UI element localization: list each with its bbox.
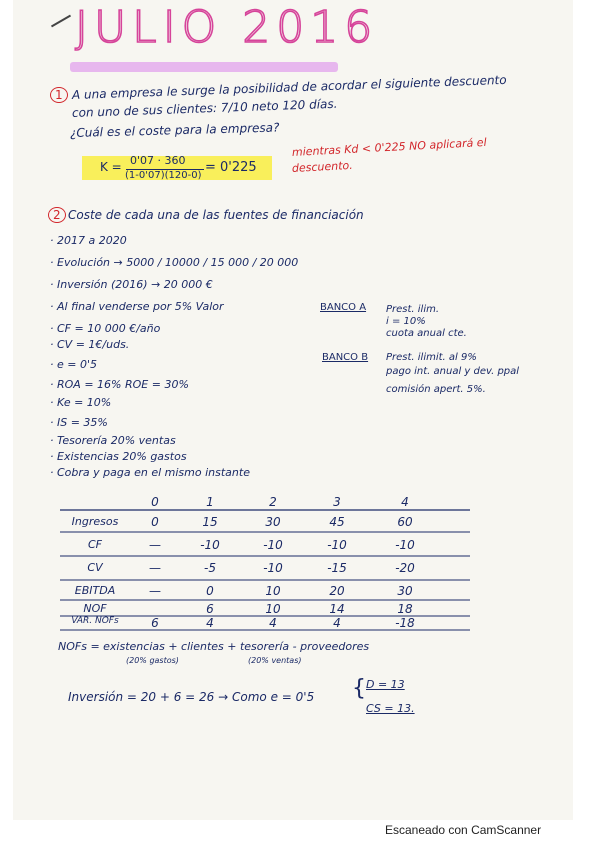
table-cell: -10: [395, 538, 415, 552]
table-cell: 0: [151, 515, 159, 529]
bank-a-line-1: Prest. ilim.: [386, 304, 440, 315]
formula-denominator: (1-0'07)(120-0): [125, 170, 202, 181]
table-cell: 14: [329, 602, 345, 616]
q2-bullet-8: · ROA = 16% ROE = 30%: [50, 378, 189, 391]
q2-heading: Coste de cada una de las fuentes de financiación: [68, 208, 364, 222]
table-cell: -15: [327, 561, 347, 575]
row-label-ingresos: Ingresos: [71, 515, 119, 528]
table-cell: 60: [397, 515, 413, 529]
bank-b-label: BANCO B: [322, 352, 369, 363]
table-cell: —: [149, 538, 161, 552]
q2-bullet-12: · Existencias 20% gastos: [50, 450, 187, 463]
table-cell: 30: [265, 515, 281, 529]
table-cell: 10: [265, 584, 281, 598]
q2-bullet-13: · Cobra y paga en el mismo instante: [50, 466, 250, 479]
table-cell: -20: [395, 561, 415, 575]
q2-bullet-1: · 2017 a 2020: [50, 234, 127, 247]
inversion-d: D = 13: [366, 678, 405, 691]
table-cell: 4: [333, 616, 341, 630]
q1-line-1: A una empresa le surge la posibilidad de acordar el siguiente descuento: [71, 72, 507, 102]
bullet-text: IS = 35%: [57, 416, 108, 429]
table-cell: 10: [265, 602, 281, 616]
bullet-text: Ke = 10%: [57, 396, 112, 409]
bullet-text: Al final venderse por 5% Valor: [57, 300, 224, 313]
row-label-cf: CF: [87, 538, 102, 551]
q2-bullet-7: · e = 0'5: [50, 358, 97, 371]
table-cell: -10: [327, 538, 347, 552]
q2-bullet-6: · CV = 1€/uds.: [50, 338, 130, 351]
q2-bullet-2: · Evolución → 5000 / 10000 / 15 000 / 20 000: [50, 256, 299, 269]
formula-k-label: K =: [100, 160, 122, 174]
col-header-0: 0: [151, 495, 159, 509]
bullet-text: Evolución → 5000 / 10000 / 15 000 / 20 000: [57, 256, 299, 269]
page-title: JULIO 2016: [75, 2, 379, 53]
table-cell: —: [149, 584, 161, 598]
inversion-line: Inversión = 20 + 6 = 26 → Como e = 0'5: [68, 690, 315, 704]
table-cell: —: [149, 561, 161, 575]
camscanner-footer: Escaneado con CamScanner: [385, 823, 542, 837]
bank-a-line-2: i = 10%: [386, 316, 426, 327]
table-cell: 0: [206, 584, 214, 598]
q2-number: 2: [48, 207, 66, 223]
col-header-4: 4: [401, 495, 409, 509]
q2-bullet-10: · IS = 35%: [50, 416, 108, 429]
q1-line-3: ¿Cuál es el coste para la empresa?: [69, 120, 280, 140]
table-cell: -10: [200, 538, 220, 552]
col-header-2: 2: [269, 495, 277, 509]
q2-bullet-9: · Ke = 10%: [50, 396, 112, 409]
table-cell: 4: [269, 616, 277, 630]
nofs-formula: NOFs = existencias + clientes + tesorería - proveedores: [58, 640, 370, 653]
bullet-text: Tesorería 20% ventas: [57, 434, 176, 447]
table-cell: 30: [397, 584, 413, 598]
q1-line-2: con uno de sus clientes: 7/10 neto 120 días.: [71, 96, 338, 120]
row-label-ebitda: EBITDA: [74, 584, 116, 597]
bullet-text: e = 0'5: [57, 358, 97, 371]
inversion-cs: CS = 13.: [366, 702, 415, 715]
table-cell: 45: [329, 515, 345, 529]
table-cell: -5: [204, 561, 216, 575]
table-cell: 15: [202, 515, 218, 529]
row-label-var-nofs: VAR. NOFs: [71, 616, 119, 626]
bullet-text: Existencias 20% gastos: [57, 450, 187, 463]
bank-a-line-3: cuota anual cte.: [386, 328, 467, 339]
q1-note-line-2: descuento.: [291, 158, 354, 175]
bank-b-line-3: comisión apert. 5%.: [386, 384, 486, 395]
table-cell: 6: [151, 616, 159, 630]
row-label-cv: CV: [87, 561, 103, 574]
row-label-nof: NOF: [83, 602, 107, 615]
q1-number: 1: [50, 87, 68, 103]
table-cell: 20: [329, 584, 345, 598]
q2-bullet-3: · Inversión (2016) → 20 000 €: [50, 278, 213, 291]
table-cell: 4: [206, 616, 214, 630]
bullet-text: ROA = 16% ROE = 30%: [57, 378, 189, 391]
q2-bullet-5: · CF = 10 000 €/año: [50, 322, 161, 335]
table-cell: 6: [206, 602, 214, 616]
inversion-brace: {: [352, 676, 366, 701]
col-header-1: 1: [206, 495, 214, 509]
bank-b-line-1: Prest. ilimit. al 9%: [386, 352, 477, 363]
q1-note-line-1: mientras Kd < 0'225 NO aplicará el: [291, 135, 487, 159]
bullet-text: CV = 1€/uds.: [57, 338, 130, 351]
table-cell: 18: [397, 602, 413, 616]
nofs-sub-existencias: (20% gastos): [126, 656, 179, 665]
table-cell: -10: [263, 561, 283, 575]
col-header-3: 3: [333, 495, 341, 509]
bullet-text: CF = 10 000 €/año: [57, 322, 161, 335]
bullet-text: Inversión (2016) → 20 000 €: [57, 278, 213, 291]
nofs-sub-tesoreria: (20% ventas): [248, 656, 302, 665]
bank-b-line-2: pago int. anual y dev. ppal: [386, 366, 520, 377]
table-cell: -10: [263, 538, 283, 552]
bank-a-label: BANCO A: [320, 302, 367, 313]
q2-bullet-11: · Tesorería 20% ventas: [50, 434, 176, 447]
table-cell: -18: [395, 616, 415, 630]
formula-result: = 0'225: [205, 160, 257, 175]
bullet-text: 2017 a 2020: [57, 234, 127, 247]
q2-bullet-4: · Al final venderse por 5% Valor: [50, 300, 224, 313]
formula-numerator: 0'07 · 360: [130, 154, 186, 167]
bullet-text: Cobra y paga en el mismo instante: [57, 466, 250, 479]
